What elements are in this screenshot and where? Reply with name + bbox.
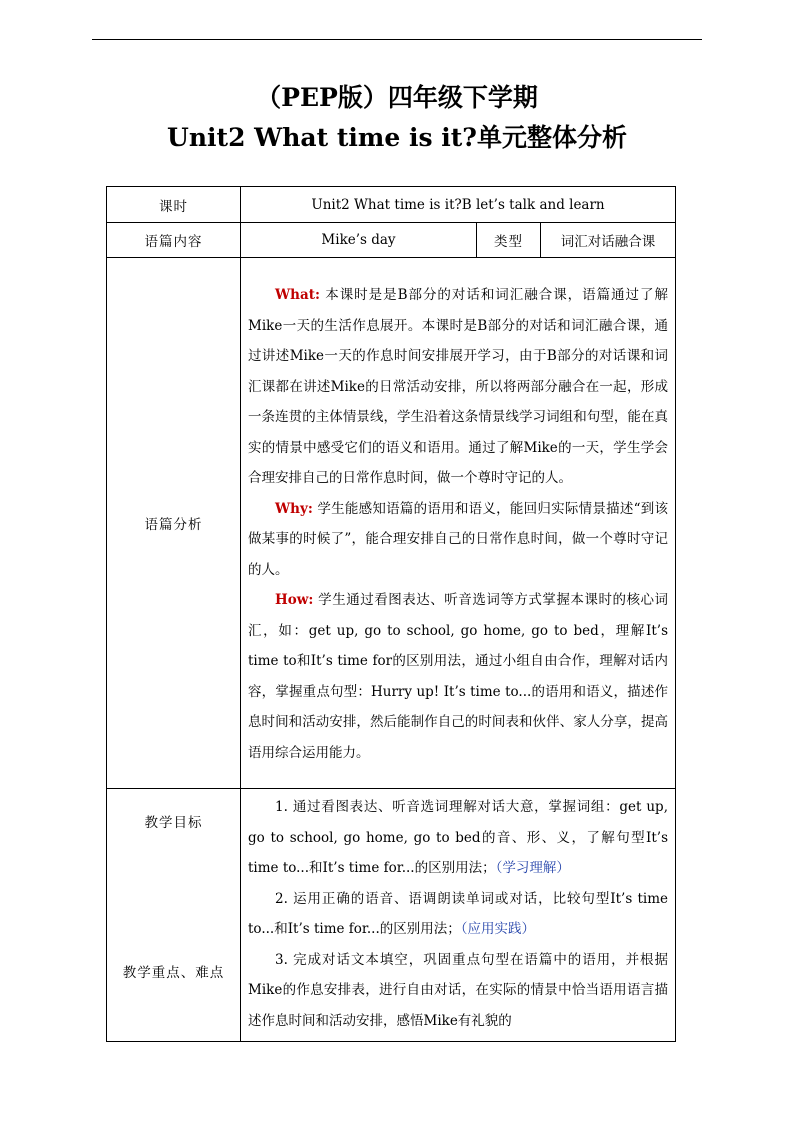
goal-2	[248, 884, 668, 945]
how-keyword: How:	[275, 592, 314, 608]
goal-1-text: 1. 通过看图表达、听音选词理解对话大意，掌握词组：get up, go to school, go home, go to bed的音、形、义，了解句型It’s time to...和It’s time for...的区别用法；	[248, 799, 668, 876]
goals-body	[241, 789, 675, 1036]
goals-cell	[241, 789, 676, 1042]
goal-3	[248, 945, 668, 1037]
text-content-value: Mike’s day	[241, 223, 477, 258]
how-text: 学生通过看图表达、听音选词等方式掌握本课时的核心词汇，如：get up, go to school, go home, go to bed，理解It’s time to和It’s time for的区别用法，通过小组自由合作，理解对话内容，掌握重点句型：Hurry up! It’s time to...的语用和语义，描述作息时间和活动安排，然后能制作自己的时间表和伙伴、家人分享，提高语用综合运用能力。	[248, 592, 668, 761]
type-label: 类型	[477, 223, 541, 258]
what-paragraph	[248, 280, 668, 494]
analysis-body	[241, 280, 675, 768]
key-points-label: 教学重点、难点	[122, 965, 225, 981]
why-keyword: Why:	[275, 500, 313, 517]
lesson-value: Unit2 What time is it?B let’s talk and learn	[241, 187, 676, 223]
what-keyword: What:	[275, 287, 320, 303]
goal-2-tag: （应用实践）	[460, 921, 536, 937]
goals-label: 教学目标	[144, 815, 203, 831]
what-text: 本课时是是B部分的对话和词汇融合课，语篇通过了解Mike一天的生活作息展开。本课时是B部分的对话和词汇融合课，通过讲述Mike一天的作息时间安排展开学习，由于B部分的对话课和词汇课都在讲述Mike的日常活动安排，所以将两部分融合在一起，形成一条连贯的主体情景线，学生沿着这条情景线学习词组和句型，能在真实的情景中感受它们的语义和语用。通过了解Mike的一天，学生学会合理安排自己的日常作息时间，做一个尊时守记的人。	[248, 287, 668, 486]
header-rule	[92, 39, 702, 40]
doc-title-line1: （PEP版）四年级下学期	[256, 83, 538, 112]
goal-2-text: 2. 运用正确的语音、语调朗读单词或对话，比较句型It’s time to...和It’s time for...的区别用法；	[248, 890, 668, 937]
goal-3-text: 3. 完成对话文本填空，巩固重点句型在语篇中的语用，并根据Mike的作息安排表，进行自由对话，在实际的情景中恰当语用语言描述作息时间和活动安排，感悟Mike有礼貌的	[248, 951, 668, 1029]
table-row	[107, 789, 676, 1042]
goal-1	[248, 792, 668, 884]
table-row	[107, 187, 676, 223]
why-text: 学生能感知语篇的语用和语义，能回归实际情景描述“到该做某事的时候了”，能合理安排自己的日常作息时间，做一个尊时守记的人。	[248, 500, 668, 578]
text-content-label: 语篇内容	[107, 223, 241, 258]
why-paragraph	[248, 494, 668, 586]
doc-title-line2: Unit2 What time is it?单元整体分析	[167, 123, 627, 152]
table-row	[107, 258, 676, 789]
goals-label-cell	[107, 789, 241, 1042]
goals-label-stack	[107, 789, 240, 1041]
analysis-cell	[241, 258, 676, 789]
lesson-label: 课时	[107, 187, 241, 223]
analysis-table	[106, 186, 676, 1042]
table-row	[107, 223, 676, 258]
type-value: 词汇对话融合课	[541, 223, 676, 258]
how-paragraph	[248, 585, 668, 768]
analysis-label: 语篇分析	[107, 258, 241, 789]
goal-1-tag: （学习理解）	[495, 860, 570, 876]
